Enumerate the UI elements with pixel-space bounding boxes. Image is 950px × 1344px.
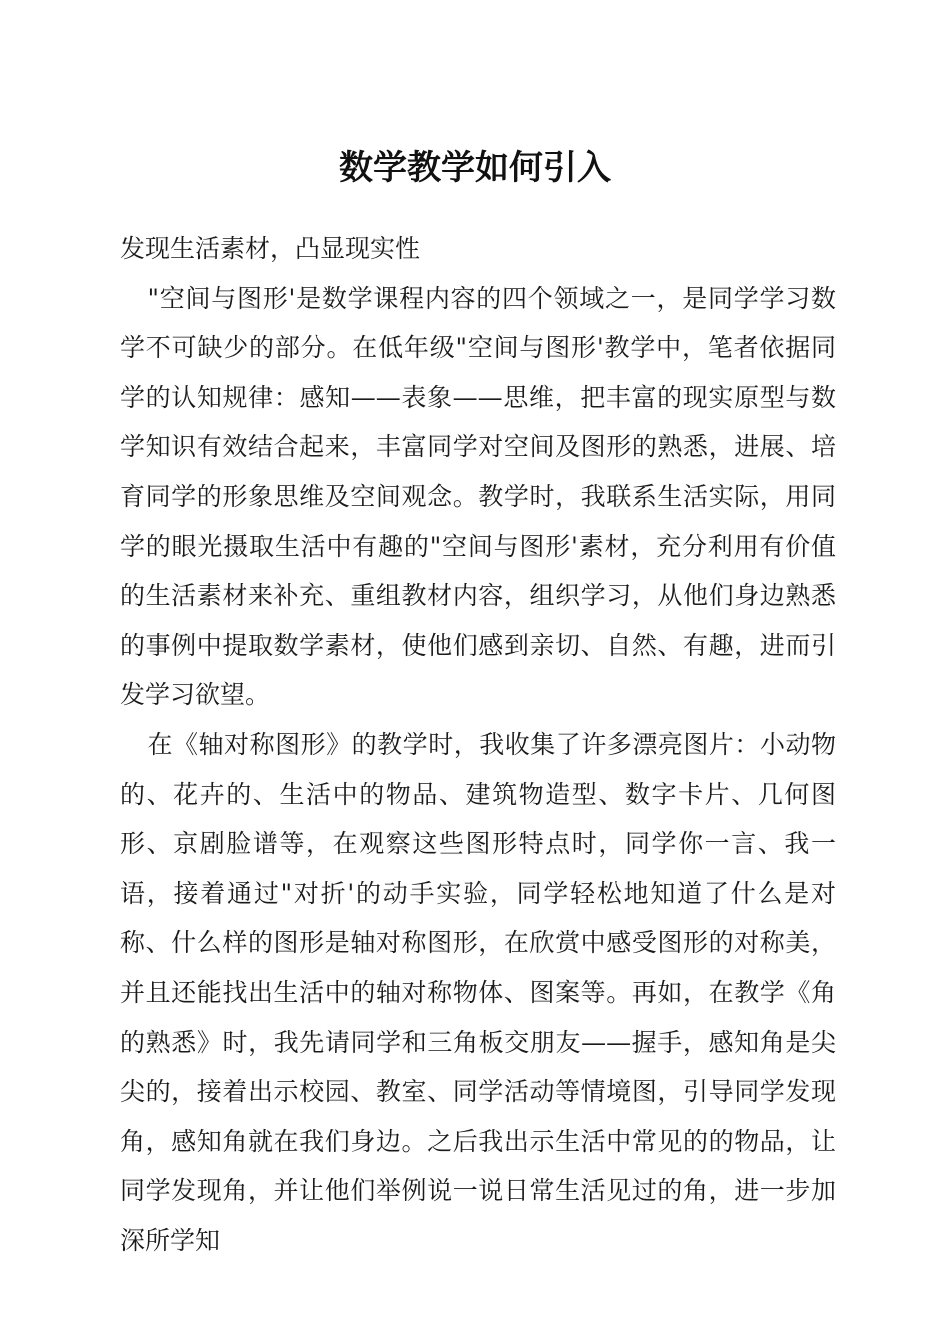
document-body — [120, 224, 836, 1265]
paragraph-1: "空间与图形'是数学课程内容的四个领域之一，是同学学习数学不可缺少的部分。在低年级"空间与图形'教学中，笔者依据同学的认知规律：感知——表象——思维，把丰富的现实原型与数学知识有效结合起来，丰富同学对空间及图形的熟悉，进展、培育同学的形象思维及空间观念。教学时，我联系生活实际，用同学的眼光摄取生活中有趣的"空间与图形'素材，充分利用有价值的生活素材来补充、重组教材内容，组织学习，从他们身边熟悉的事例中提取数学素材，使他们感到亲切、自然、有趣，进而引发学习欲望。 — [120, 283, 836, 710]
section-subheading: 发现生活素材，凸显现实性 — [120, 234, 421, 263]
paragraph-2: 在《轴对称图形》的教学时，我收集了许多漂亮图片：小动物的、花卉的、生活中的物品、建筑物造型、数字卡片、几何图形、京剧脸谱等，在观察这些图形特点时，同学你一言、我一语，接着通过"对折'的动手实验，同学轻松地知道了什么是对称、什么样的图形是轴对称图形，在欣赏中感受图形的对称美，并且还能找出生活中的轴对称物体、图案等。再如，在教学《角的熟悉》时，我先请同学和三角板交朋友——握手，感知角是尖尖的，接着出示校园、教室、同学活动等情境图，引导同学发现角，感知角就在我们身边。之后我出示生活中常见的的物品，让同学发现角，并让他们举例说一说日常生活见过的角，进一步加深所学知 — [120, 729, 836, 1255]
document-title: 数学教学如何引入 — [339, 148, 611, 188]
